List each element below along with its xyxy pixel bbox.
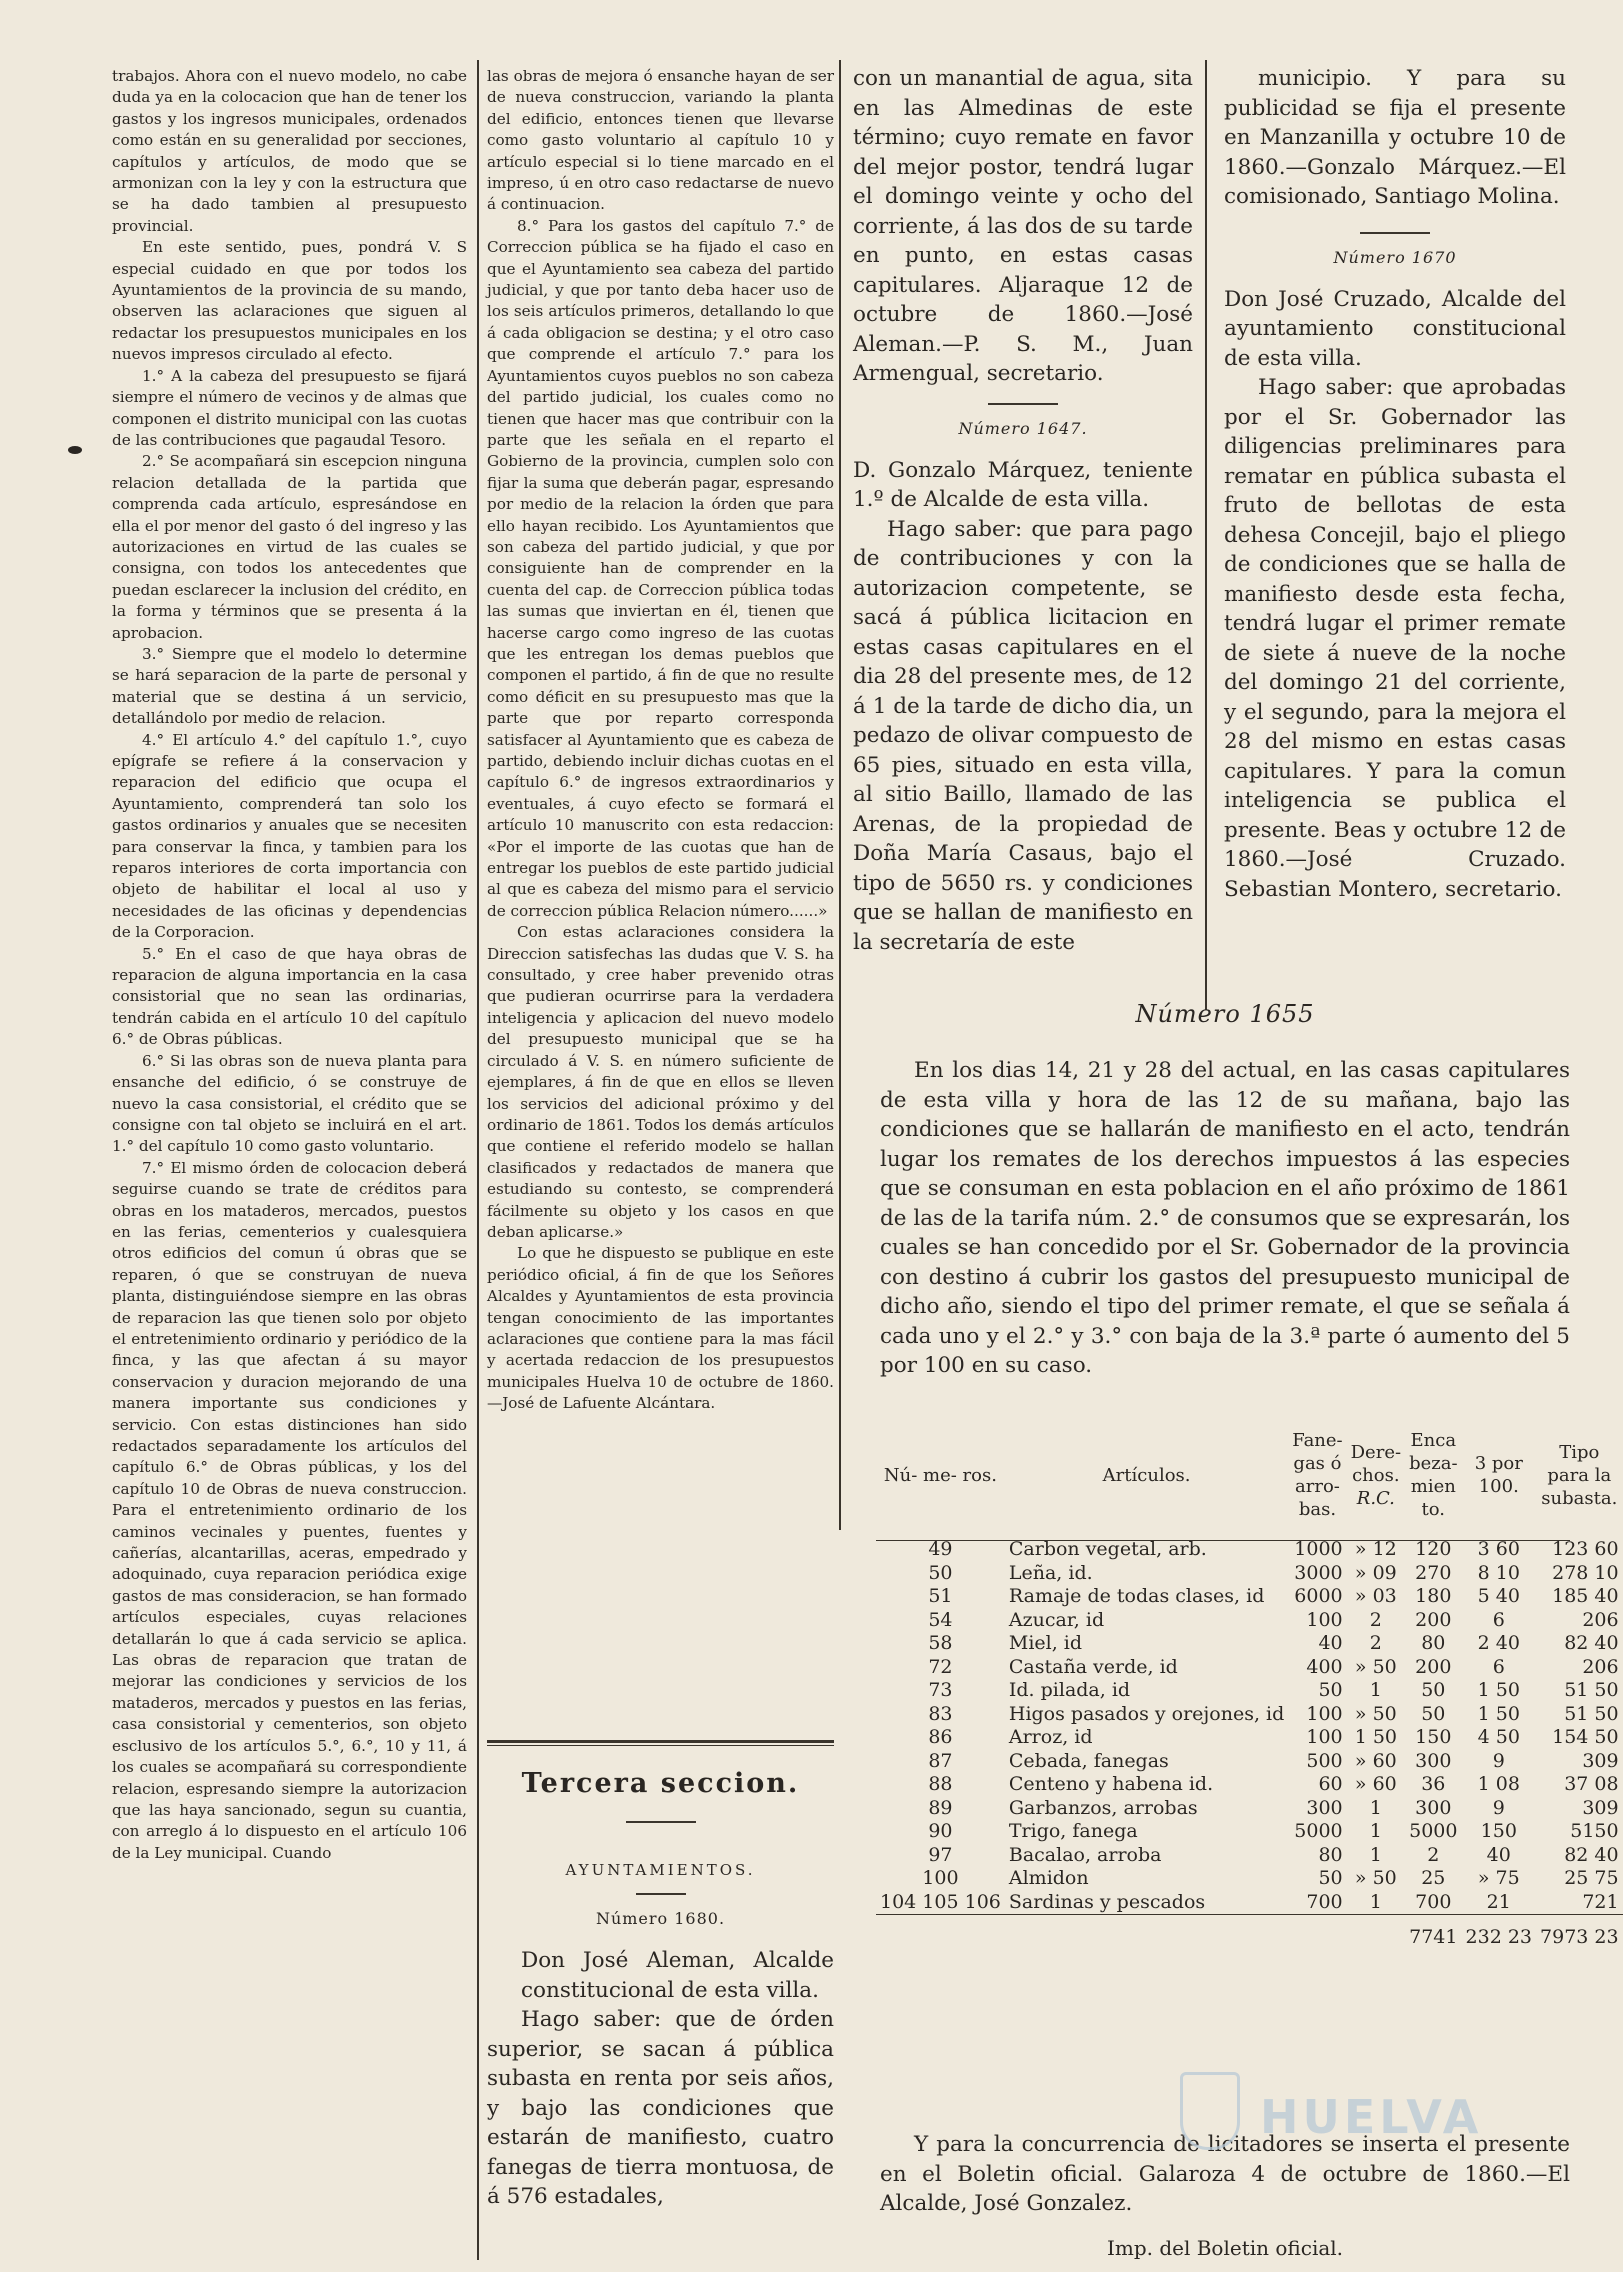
paragraph: Y para la concurrencia de licitadores se inserta el presente en el Boletin oficial. Galaroza 4 de octubre de 1860.—El Alcalde, José Gonzalez. (880, 2132, 1570, 2216)
cell-fan: 100 (1306, 1726, 1343, 1748)
table-row (876, 1844, 1623, 1868)
paragraph: Hago saber: que aprobadas por el Sr. Gobernador las diligencias preliminares para rematar en pública subasta el fruto de bellotas de esta dehesa Concejil, bajo el pliego de condiciones que se halla de manifiesto desde esta fecha, tendrá lugar el primer remate de siete á nueve de la noche del domingo 21 del corriente, y el segundo, para la mejora el 28 del mismo en estas casas capitulares. Y para la comun inteligencia se publica el presente. Beas y octubre 12 de 1860.—José Cruzado. Sebastian Montero, secretario. (1224, 375, 1566, 902)
cell-fan: 60 (1318, 1773, 1343, 1795)
cell-tres: 8 10 (1477, 1561, 1520, 1584)
cell-num: 51 (928, 1585, 953, 1607)
cell-enc: 80 (1421, 1632, 1446, 1654)
ink-mark (68, 446, 82, 454)
cell-tres: 3 60 (1477, 1538, 1520, 1560)
cell-art: Sardinas y pescados (1008, 1890, 1206, 1913)
paragraph: Hago saber: que de órden superior, se sacan á pública subasta en renta por seis años, y bajo las condiciones que estarán de manifiesto, cuatro fanegas de tierra montuosa, de á 576 estadales, (487, 2007, 834, 2209)
cell-art: Arroz, id (1008, 1726, 1093, 1748)
cell-fan: 50 (1318, 1867, 1343, 1889)
cell-enc: 200 (1415, 1655, 1452, 1678)
cell-tres: » 75 (1477, 1867, 1520, 1889)
column-2-lower (487, 1740, 834, 2272)
notice-number: Número 1670 (1333, 247, 1457, 267)
cell-art: Miel, id (1008, 1632, 1083, 1654)
cell-enc: 120 (1415, 1538, 1452, 1560)
paragraph: municipio. Y para su publicidad se fija el presente en Manzanilla y octubre 10 de 1860.—Gonzalo Márquez.—El comisionado, Santiago Molina. (1224, 66, 1566, 209)
cell-enc: 5000 (1409, 1820, 1458, 1842)
table-row (876, 1773, 1623, 1797)
cell-art: Azucar, id (1008, 1608, 1105, 1631)
cell-der: » 12 (1354, 1538, 1397, 1560)
cell-art: Carbon vegetal, arb. (1008, 1538, 1207, 1560)
cell-der: » 50 (1354, 1702, 1397, 1725)
cell-enc: 300 (1415, 1749, 1452, 1772)
table-row (876, 1679, 1623, 1703)
cell-art: Bacalao, arroba (1008, 1843, 1162, 1866)
col-header-article: Artículos. (1102, 1464, 1191, 1486)
notice-number: Número 1655 (1135, 1000, 1315, 1028)
paragraph: En este sentido, pues, pondrá V. S especial cuidado en que por todos los Ayuntamientos de la provincia de su mando, observen las aclaraciones que siguen al redactar los presupuestos municipales en los nuevos impresos circulado al efecto. (112, 238, 467, 364)
cell-num: 88 (928, 1773, 953, 1795)
col-header-tipo: Tipo para la subasta. (1541, 1441, 1618, 1509)
divider (487, 1745, 834, 1746)
paragraph: Con estas aclaraciones considera la Direccion satisfechas las dudas que V. S. ha consultado, y cree haber prevenido otras que pudieran ocurrirse para la verdadera inteligencia y aplicacion del nuevo modelo del presupuesto municipal que se ha circulado á V. S. en número suficiente de ejemplares, á fin de que en ellos se lleven los servicios del adicional próximo y del ordinario de 1861. Todos los demás artículos que contiene el referido modelo se hallan clasificados y redactados de manera que estudiando su contesto, se comprenderá fácilmente su objeto y los casos en que deban aplicarse.» (487, 923, 834, 1241)
paragraph: Lo que he dispuesto se publique en este periódico oficial, á fin de que los Señores Alcaldes y Ayuntamientos de esta provincia tengan conocimiento de las importantes aclaraciones que contiene para la mas fácil y acertada redaccion de los presupuestos municipales Huelva 10 de octubre de 1860. —José de Lafuente Alcántara. (487, 1244, 834, 1413)
paragraph: Don José Cruzado, Alcalde del ayuntamiento constitucional de esta villa. (1224, 286, 1566, 371)
cell-enc: 180 (1415, 1585, 1452, 1607)
cell-tres: 150 (1480, 1820, 1517, 1842)
col-header-quantity: Fane- gas ó arro- bas. (1292, 1430, 1343, 1520)
cell-der: 1 (1369, 1890, 1382, 1913)
cell-num: 90 (928, 1820, 953, 1842)
paragraph: Don José Aleman, Alcalde constitucional de esta villa. (521, 1948, 834, 2003)
paragraph: 3.° Siempre que el modelo lo determine se hará separacion de la parte de personal y material que se destina á un servicio, detallándolo por medio de relacion. (112, 644, 467, 728)
cell-enc: 25 (1421, 1867, 1446, 1889)
col-header-encabezamiento: Enca beza- mien to. (1409, 1430, 1458, 1520)
cell-num: 50 (928, 1561, 953, 1584)
cell-fan: 50 (1318, 1679, 1343, 1701)
cell-tipo: 154 50 (1552, 1726, 1619, 1748)
cell-der: 1 (1369, 1796, 1382, 1819)
cell-tres: 1 50 (1477, 1679, 1520, 1701)
imprint: Imp. del Boletin oficial. (1106, 2236, 1344, 2260)
cell-tres: 9 (1492, 1796, 1505, 1819)
notice-body (487, 1946, 834, 2212)
column-rule (1205, 60, 1207, 1010)
paragraph: 4.° El artículo 4.° del capítulo 1.°, cuyo epígrafe se refiere á la conservacion y reparacion del edificio que ocupa el Ayuntamiento, comprenderá tan solo los gastos ordinarios y anuales que se necesiten para conservar la finca, y tambien para los reparos interiores de corta importancia con objeto de habilitar el local al uso y necesidades de las oficinas y dependencias de la Corporacion. (112, 730, 467, 942)
divider (626, 1821, 696, 1823)
cell-tres: 5 40 (1477, 1585, 1520, 1607)
cell-fan: 80 (1318, 1843, 1343, 1866)
column-1 (112, 66, 467, 2272)
cell-der: » 60 (1354, 1749, 1397, 1772)
cell-fan: 300 (1306, 1796, 1343, 1819)
cell-enc: 200 (1415, 1608, 1452, 1631)
divider (636, 1893, 686, 1895)
paragraph: las obras de mejora ó ensanche hayan de ser de nueva construccion, variando la planta del edificio, entonces tienen que llevarse como gasto voluntario al capítulo 10 y artículo especial si lo tiene marcado en el impreso, ú en otro caso redactarse de nuevo á continuacion. (487, 67, 834, 214)
col-header-duties (1347, 1412, 1405, 1538)
cell-art: Higos pasados y orejones, id (1008, 1702, 1285, 1725)
divider (487, 1740, 834, 1743)
cell-enc: 700 (1415, 1890, 1452, 1913)
cell-art: Garbanzos, arrobas (1008, 1796, 1198, 1819)
watermark-text: HUELVA (1260, 2090, 1483, 2144)
cell-der: 1 50 (1354, 1726, 1397, 1748)
table-row (876, 1656, 1623, 1680)
cell-tipo: 206 (1582, 1608, 1619, 1631)
cell-tres: 4 50 (1477, 1726, 1520, 1748)
cell-tres: 21 (1486, 1890, 1511, 1913)
column-rule (477, 60, 479, 2260)
cell-der: 2 (1369, 1608, 1382, 1631)
table-row (876, 1585, 1623, 1609)
table-row (876, 1562, 1623, 1586)
paragraph: trabajos. Ahora con el nuevo modelo, no cabe duda ya en la colocacion que han de tener los gastos y los ingresos municipales, ordenados como están en su generalidad por secciones, capítulos y artículos, de modo que se armonizan con la ley y con la estructura que se ha dado tambien al presupuesto provincial. (112, 67, 467, 235)
cell-der: » 50 (1354, 1655, 1397, 1678)
cell-tres: 40 (1486, 1843, 1511, 1866)
cell-fan: 100 (1306, 1702, 1343, 1725)
cell-fan: 400 (1306, 1655, 1343, 1678)
notice-1655-header (880, 1000, 1570, 1044)
paragraph: En los dias 14, 21 y 28 del actual, en las casas capitulares de esta villa y hora de las 12 de su mañana, bajo las condiciones que se hallarán de manifiesto en el acto, tendrán lugar los remates de los derechos impuestos á las especies que se consuman en esta poblacion en el año próximo de 1861 de las de la tarifa núm. 2.° de consumos que se expresarán, los cuales se han concedido por el Sr. Gobernador de la provincia con destino á cubrir los gastos del presupuesto municipal de dicho año, siendo el tipo del primer remate, el que se señala á cada uno y el 2.° y 3.° con baja de la 3.ª parte ó aumento del 5 por 100 en su caso. (880, 1058, 1570, 1378)
cell-der: » 60 (1354, 1773, 1397, 1795)
duties-unit: R.C. (1356, 1487, 1395, 1509)
huelva-watermark (1180, 2070, 1540, 2160)
cell-art: Almidon (1008, 1867, 1089, 1889)
col-header-number: Nú- me- ros. (883, 1464, 997, 1486)
cell-enc: 150 (1415, 1726, 1452, 1748)
cell-der: 1 (1369, 1820, 1382, 1842)
paragraph: 8.° Para los gastos del capítulo 7.° de Correccion pública se ha fijado el caso en que el Ayuntamiento sea cabeza del partido judicial, y que por tanto deba hacer uso de los seis artículos primeros, detallando lo que á cada obligacion se destina; y el otro caso que comprende el artículo 7.° para los Ayuntamientos cuyos pueblos no son cabeza del partido judicial, los cuales como no tienen que hacer mas que contribuir con la parte que les señala en el reparto el Gobierno de la provincia, cumplen solo con fijar la suma que deberán pagar, espresando por medio de la relacion la órden que para ello hayan recibido. Los Ayuntamientos que son cabeza del partido judicial, y que por consiguiente han de comprender en la cuenta del cap. de Correccion pública todas las sumas que inviertan en él, tienen que hacerse cargo como ingreso de las cuotas que les entregan los demas pueblos que componen el partido, á fin de que no resulte como déficit en su presupuesto mas que la parte que por reparto corresponda satisfacer al Ayuntamiento que es cabeza de partido, debiendo incluir dichas cuotas en el capítulo 6.° de ingresos extraordinarios y eventuales, á cuyo efecto se formará el artículo 10 manuscrito con esta redaccion: «Por el importe de las cuotas que han de entregar los pueblos de este partido judicial al que es cabeza del mismo para el servicio de correccion pública Relacion número......» (487, 216, 834, 920)
paragraph: 6.° Si las obras son de nueva planta para ensanche del edificio, ó se construye de nuevo la casa consistorial, el crédito que se consigne con tal objeto se incluirá en el art. 1.° del capítulo 10 como gasto voluntario. (112, 1051, 467, 1156)
cell-fan: 6000 (1294, 1585, 1343, 1607)
column-rule (839, 60, 841, 1530)
paragraph: Hago saber: que para pago de contribuciones y con la autorizacion competente, se sacá á pública licitacion en estas casas capitulares en el dia 28 del presente mes, de 12 á 1 de la tarde de dicho dia, un pedazo de olivar compuesto de 65 pies, situado en esta villa, al sitio Baillo, llamado de las Arenas, de la propiedad de Doña María Casaus, bajo el tipo de 5650 rs. y condiciones que se hallan de manifiesto en la secretaría de este (853, 516, 1193, 955)
cell-num: 97 (928, 1843, 953, 1866)
cell-num: 87 (928, 1749, 953, 1772)
section-heading: Tercera seccion. (521, 1768, 800, 1799)
cell-num: 58 (928, 1632, 953, 1654)
cell-fan: 5000 (1294, 1820, 1343, 1842)
cell-num: 100 (922, 1867, 959, 1889)
paragraph: 2.° Se acompañará sin escepcion ninguna relacion detallada de la partida que comprenda cada artículo, espresándose en ella el por menor del gasto ó del ingreso y las autorizaciones en virtud de las cuales se consigna, con todos los antecedentes que puedan esclarecer la inclusion del crédito, en la forma y términos que se presenta á la aprobacion. (112, 452, 467, 642)
cell-num: 86 (928, 1726, 953, 1748)
table-row (876, 1820, 1623, 1844)
cell-tres: 9 (1492, 1749, 1505, 1772)
table-body (876, 1538, 1623, 1915)
paragraph: 5.° En el caso de que haya obras de reparacion de alguna importancia en la casa consistorial que no sean las ordinarias, tendrán cabida en el artículo 10 del capítulo 6.° de Obras públicas. (112, 944, 467, 1049)
cell-art: Castaña verde, id (1008, 1655, 1178, 1678)
total-3-percent: 232 23 (1465, 1926, 1533, 1948)
cell-tres: 1 08 (1477, 1773, 1520, 1795)
cell-fan: 40 (1318, 1632, 1343, 1654)
cell-tipo: 309 (1582, 1796, 1619, 1819)
cell-fan: 700 (1306, 1890, 1343, 1913)
cell-enc: 36 (1421, 1773, 1446, 1795)
notice-number: Número 1680. (595, 1909, 726, 1928)
cell-enc: 2 (1427, 1843, 1440, 1866)
cell-tipo: 309 (1582, 1749, 1619, 1772)
table-row (876, 1891, 1623, 1915)
cell-tipo: 82 40 (1564, 1843, 1619, 1866)
shield-icon (1180, 2072, 1240, 2150)
cell-tipo: 123 60 (1552, 1538, 1619, 1560)
cell-tres: 6 (1492, 1608, 1505, 1631)
divider (988, 403, 1058, 405)
cell-tipo: 51 50 (1564, 1702, 1619, 1725)
cell-art: Trigo, fanega (1008, 1820, 1138, 1842)
table-row (876, 1609, 1623, 1633)
column-4 (1224, 64, 1566, 1014)
cell-fan: 3000 (1294, 1561, 1343, 1584)
col-header-3-percent: 3 por 100. (1474, 1453, 1523, 1497)
cell-num: 89 (928, 1796, 953, 1819)
cell-art: Centeno y habena id. (1008, 1773, 1214, 1795)
cell-fan: 500 (1306, 1749, 1343, 1772)
cell-num: 104 105 106 (880, 1890, 1001, 1913)
table-row (876, 1797, 1623, 1821)
cell-tipo: 185 40 (1552, 1585, 1619, 1607)
cell-enc: 50 (1421, 1679, 1446, 1701)
cell-num: 73 (928, 1679, 953, 1701)
table-row (876, 1632, 1623, 1656)
cell-der: 1 (1369, 1843, 1382, 1866)
subsection-heading: AYUNTAMIENTOS. (565, 1861, 756, 1879)
notice-number: Número 1647. (958, 418, 1088, 438)
cell-tipo: 51 50 (1564, 1679, 1619, 1701)
cell-der: » 09 (1354, 1561, 1397, 1584)
cell-art: Ramaje de todas clases, id (1008, 1585, 1265, 1607)
divider (1360, 232, 1430, 234)
cell-tres: 1 50 (1477, 1702, 1520, 1725)
total-encabezamiento: 7741 (1409, 1926, 1458, 1948)
cell-tipo: 37 08 (1564, 1773, 1619, 1795)
cell-tipo: 278 10 (1552, 1561, 1619, 1584)
table-row (876, 1703, 1623, 1727)
cell-der: » 03 (1354, 1585, 1397, 1607)
cell-num: 83 (928, 1702, 953, 1725)
cell-der: 1 (1369, 1679, 1382, 1701)
cell-num: 49 (928, 1538, 953, 1560)
cell-tres: 6 (1492, 1655, 1505, 1678)
table-row (876, 1726, 1623, 1750)
table-row (876, 1750, 1623, 1774)
cell-der: 2 (1369, 1632, 1382, 1654)
cell-num: 72 (928, 1655, 953, 1678)
duties-label: Dere- chos. (1350, 1441, 1402, 1486)
cell-tipo: 25 75 (1564, 1867, 1619, 1889)
paragraph: con un manantial de agua, sita en las Almedinas de este término; cuyo remate en favor del mejor postor, tendrá lugar el domingo veinte y ocho del corriente, á las dos de su tarde en punto, en estas casas capitulares. Aljaraque 12 de octubre de 1860.—José Aleman.—P. S. M., Juan Armengual, secretario. (853, 66, 1193, 386)
cell-tipo: 82 40 (1564, 1632, 1619, 1654)
cell-enc: 50 (1421, 1702, 1446, 1725)
paragraph: 7.° El mismo órden de colocacion deberá seguirse cuando se trate de créditos para obras en los mataderos, mercados, puestos en las ferias, cementerios y cualesquiera otros edificios del comun ú obras que se reparen, ó que se construyan de nueva planta, distinguiéndose siempre en las obras de reparacion las que tienen solo por objeto el entretenimiento ordinario y periódico de la finca, y las que afectan á su mayor conservacion y duracion mejorando de una manera importante sus condiciones y servicio. Con estas distinciones han sido redactados separadamente los artículos del capítulo 6.° de Obras públicas, y los del capítulo 10 de Obras de nueva construccion. Para el entretenimiento ordinario de los caminos vecinales y puentes, fuentes y cañerías, alcantarillas, aceras, empedrado y adoquinado, cuya reparacion periódica exige gastos de mas consideracion, se han formado artículos especiales, cuyas relaciones detallarán lo que á cada servicio se aplica. Las obras de reparacion que tratan de mejorar las condiciones y servicios de los mataderos, mercados y puestos en las ferias, casa consistorial y cementerios, son objeto esclusivo de los artículos 5.°, 6.°, 10 y 11, á los cuales se acompañará su correspondiente relacion, espresando siempre la autorizacion que las haya sancionado, segun su cuantia, con arreglo á lo dispuesto en el artículo 106 de la Ley municipal. Cuando (112, 1158, 467, 1862)
cell-tipo: 5150 (1570, 1820, 1619, 1842)
cell-art: Cebada, fanegas (1008, 1749, 1169, 1772)
cell-tipo: 206 (1582, 1655, 1619, 1678)
table-row (876, 1867, 1623, 1891)
cell-tres: 2 40 (1477, 1632, 1520, 1654)
cell-der: » 50 (1354, 1867, 1397, 1889)
cell-fan: 100 (1306, 1608, 1343, 1631)
cell-art: Leña, id. (1008, 1561, 1093, 1584)
cell-fan: 1000 (1294, 1538, 1343, 1560)
cell-enc: 300 (1415, 1796, 1452, 1819)
paragraph: 1.° A la cabeza del presupuesto se fijará siempre el número de vecinos y de almas que componen el distrito municipal con las cuotas de las contribuciones que pagaudal Tesoro. (112, 366, 467, 449)
cell-num: 54 (928, 1608, 953, 1631)
tariff-table (876, 1412, 1623, 1961)
cell-art: Id. pilada, id (1008, 1679, 1131, 1701)
cell-tipo: 721 (1582, 1890, 1619, 1913)
total-tipo: 7973 23 (1540, 1926, 1619, 1948)
cell-enc: 270 (1415, 1561, 1452, 1584)
paragraph: D. Gonzalo Márquez, teniente 1.º de Alcalde de esta villa. (853, 457, 1193, 512)
table-row (876, 1538, 1623, 1562)
column-3 (853, 64, 1193, 1014)
notice-1655-body (880, 1056, 1570, 1386)
column-2 (487, 66, 834, 1766)
